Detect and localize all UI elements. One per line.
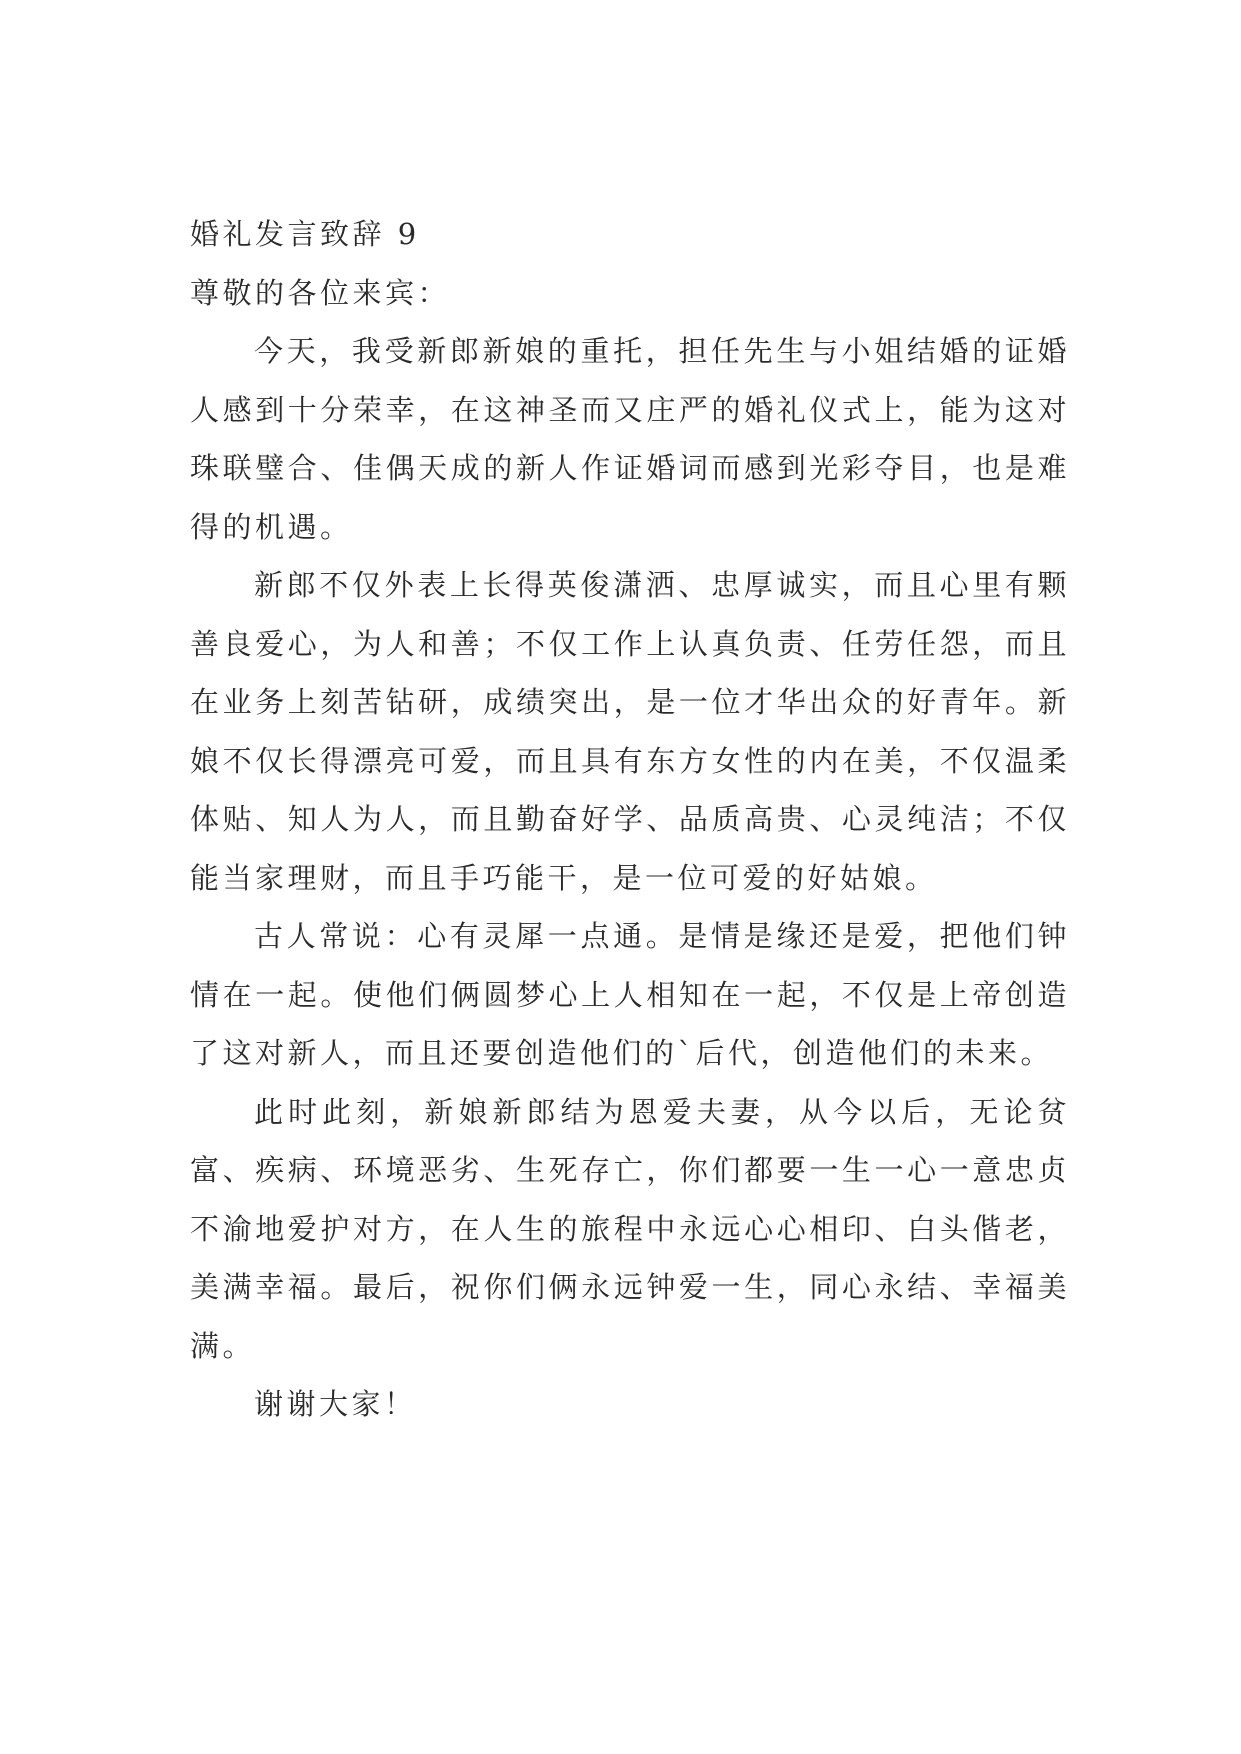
paragraph-thanks: 谢谢大家！ — [254, 1387, 417, 1421]
document-body — [190, 205, 1070, 1434]
paragraph-intro: 今天，我受新郎新娘的重托，担任先生与小姐结婚的证婚人感到十分荣幸，在这神圣而又庄严的婚礼仪式上，能为这对珠联璧合、佳偶天成的新人作证婚词而感到光彩夺目，也是难得的机遇。 — [190, 334, 1070, 544]
salutation: 尊敬的各位来宾： — [190, 275, 451, 310]
paragraph-blessing: 此时此刻，新娘新郎结为恩爱夫妻，从今以后，无论贫富、疾病、环境恶劣、生死存亡，你们都要一生一心一意忠贞不渝地爱护对方，在人生的旅程中永远心心相印、白头偕老，美满幸福。最后，祝你们俩永远钟爱一生，同心永结、幸福美满。 — [190, 1094, 1070, 1363]
paragraph-couple-praise: 新郎不仅外表上长得英俊潇洒、忠厚诚实，而且心里有颗善良爱心，为人和善；不仅工作上认真负责、任劳任怨，而且在业务上刻苦钻研，成绩突出，是一位才华出众的好青年。新娘不仅长得漂亮可爱，而且具有东方女性的内在美，不仅温柔体贴、知人为人，而且勤奋好学、品质高贵、心灵纯洁；不仅能当家理财，而且手巧能干，是一位可爱的好姑娘。 — [190, 568, 1070, 895]
document-title: 婚礼发言致辞 9 — [190, 217, 420, 251]
paragraph-fate: 古人常说：心有灵犀一点通。是情是缘还是爱，把他们钟情在一起。使他们俩圆梦心上人相知在一起，不仅是上帝创造了这对新人，而且还要创造他们的`后代，创造他们的未来。 — [190, 919, 1070, 1070]
